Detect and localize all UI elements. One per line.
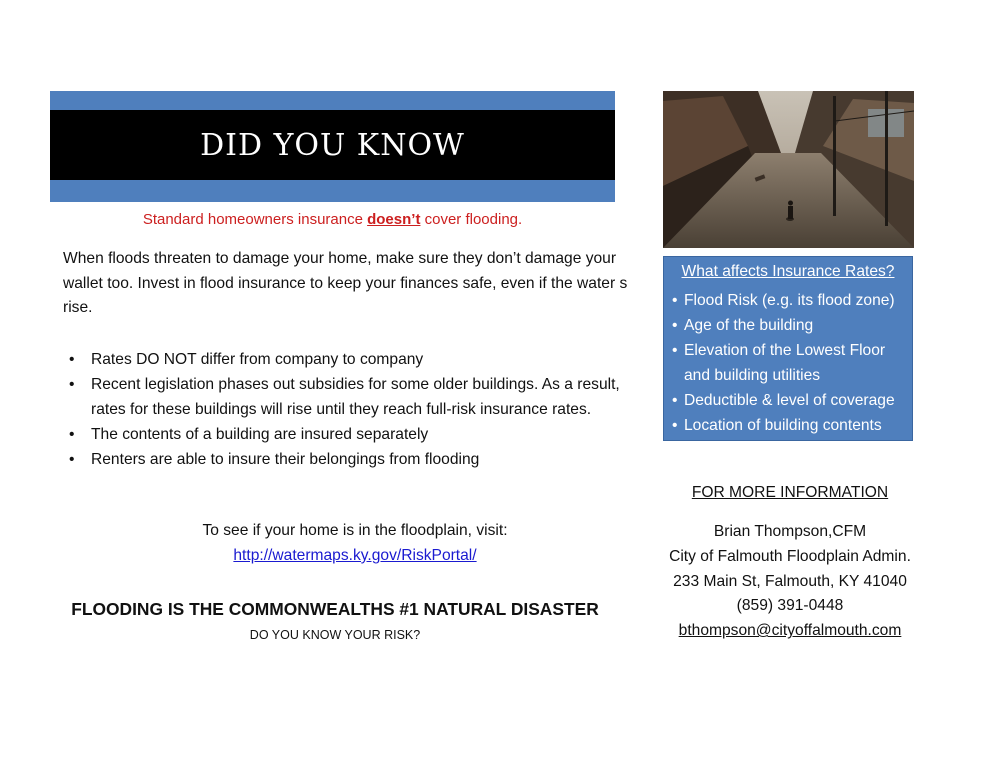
fact-item: • Rates DO NOT differ from company to company xyxy=(63,347,633,372)
headline: FLOODING IS THE COMMONWEALTHS #1 NATURAL DISASTER xyxy=(71,599,599,619)
rate-factor-item: • Elevation of the Lowest Floor and building utilities xyxy=(664,338,912,388)
subtitle-emphasis: doesn’t xyxy=(367,211,421,228)
insurance-rates-box xyxy=(663,256,913,441)
subtitle xyxy=(50,211,615,228)
visit-link-wrap xyxy=(50,547,660,565)
subheadline: DO YOU KNOW YOUR RISK? xyxy=(249,628,421,642)
contact-title: City of Falmouth Floodplain Admin. xyxy=(669,547,911,565)
rate-factor-item: • Flood Risk (e.g. its flood zone) xyxy=(664,288,912,313)
contact-address: 233 Main St, Falmouth, KY 41040 xyxy=(673,572,907,590)
flood-photo xyxy=(663,91,914,248)
banner xyxy=(50,110,615,180)
contact-email[interactable]: bthompson@cityoffalmouth.com xyxy=(678,622,902,640)
intro-paragraph: When floods threaten to damage your home, make sure they don’t damage your wallet too. Invest in flood insurance to keep your finances safe, even if the water s rise. xyxy=(63,250,628,316)
contact-name: Brian Thompson,CFM xyxy=(713,523,867,540)
fact-item: • Recent legislation phases out subsidies for some older buildings. As a result, rates for these buildings will rise until they reach full-risk insurance rates. xyxy=(63,372,633,422)
fact-item: • The contents of a building are insured separately xyxy=(63,422,633,447)
contact-phone: (859) 391-0448 xyxy=(736,597,844,615)
subtitle-after: cover flooding. xyxy=(420,211,523,228)
subtitle-before: Standard homeowners insurance xyxy=(142,211,368,228)
contact-block xyxy=(640,520,940,644)
fact-item: • Renters are able to insure their belongings from flooding xyxy=(63,447,633,472)
visit-text: To see if your home is in the floodplain, visit: xyxy=(202,522,508,539)
rate-factor-item: • Location of building contents xyxy=(664,413,912,438)
rate-factor-item: • Age of the building xyxy=(664,313,912,338)
banner-title: DID YOU KNOW xyxy=(200,127,465,163)
insurance-rates-title: What affects Insurance Rates? xyxy=(681,263,895,280)
rate-factor-item: • Deductible & level of coverage xyxy=(664,388,912,413)
insurance-rates-list xyxy=(664,288,912,438)
fact-list xyxy=(63,347,633,472)
risk-portal-link[interactable]: http://watermaps.ky.gov/RiskPortal/ xyxy=(233,547,477,564)
contact-heading: FOR MORE INFORMATION xyxy=(691,484,889,501)
